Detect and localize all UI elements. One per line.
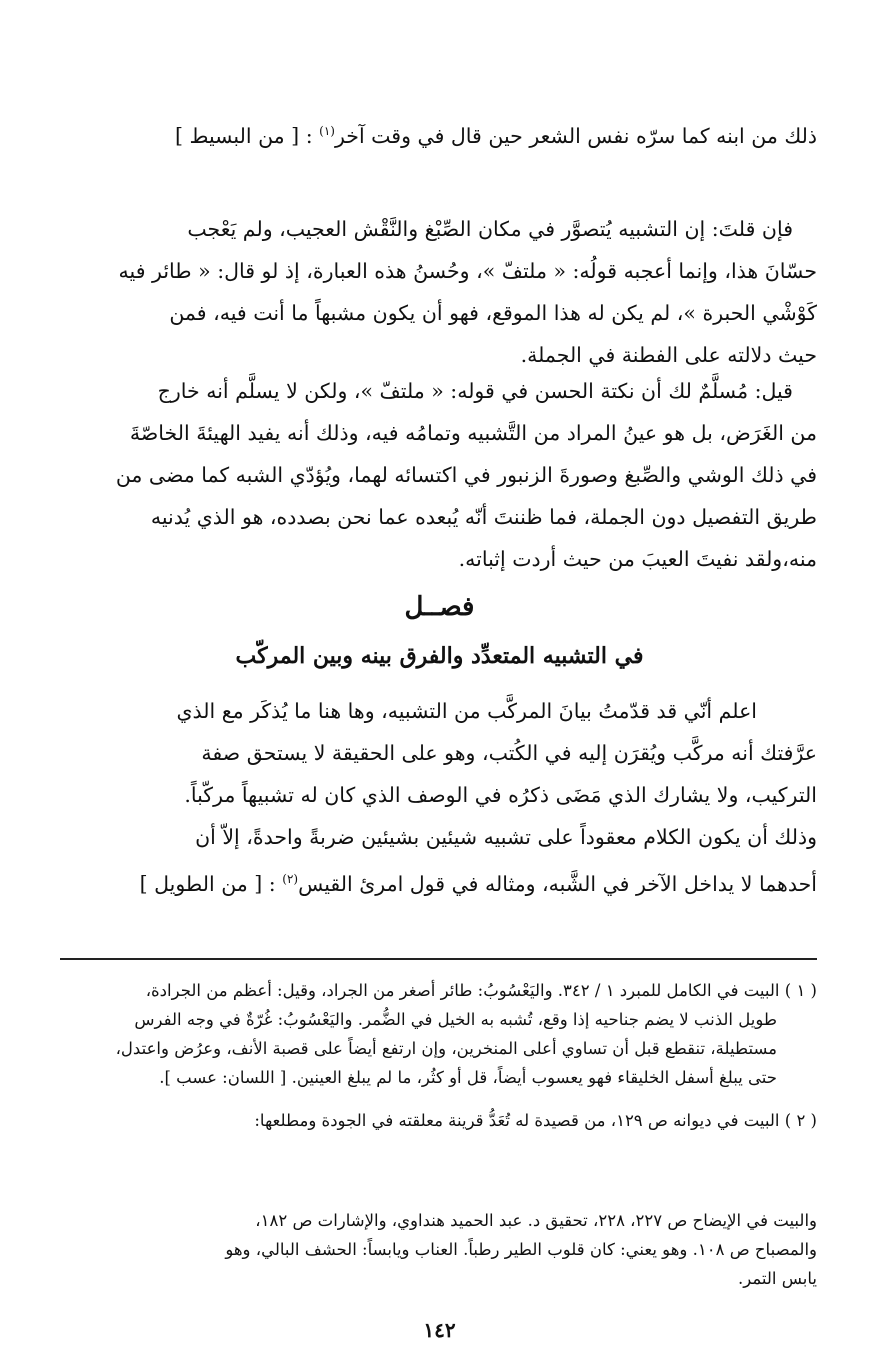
paragraph-2	[61, 370, 817, 580]
footnote-1	[61, 976, 817, 1092]
footnote-2-intro: البيت في ديوانه ص ١٢٩، من قصيدة له تُعَدُّ قرينة معلقته في الجودة ومطلعها:	[254, 1111, 780, 1130]
paragraph-1-line: حيث دلالته على الفطنة في الجملة.	[520, 343, 817, 367]
paragraph-1-line: فإن قلتَ: إن التشبيه يُتصوَّر في مكان الصِّبْغ والنَّقْش العجيب، ولم يَعْجب	[187, 217, 793, 241]
footnote-2-line: والبيت في الإيضاح ص ٢٢٧، ٢٢٨، تحقيق د. عبد الحميد هنداوي، والإشارات ص ١٨٢،	[255, 1211, 817, 1230]
paragraph-3-line: عرَّفتك أنه مركَّب ويُقرَن إليه في الكُتب، وهو على الحقيقة لا يستحق صفة	[201, 741, 817, 765]
paragraph-3-line: وذلك أن يكون الكلام معقوداً على تشبيه شيئين بشيئين ضربةً واحدةً، إلاّ أن	[195, 825, 817, 849]
paragraph-3-line	[61, 858, 817, 905]
paragraph-2-line: من الغَرَض، بل هو عينُ المراد من التَّشبيه وتمامُه فيه، وذلك أنه يفيد الهيئةَ الخاصّةَ	[129, 421, 817, 445]
footnote-1-number: ( ١ )	[784, 981, 817, 1000]
footnote-2-rest	[61, 1206, 817, 1293]
paragraph-3	[61, 690, 817, 905]
footnote-2-line: يابس التمر.	[738, 1269, 817, 1288]
page-number: ١٤٢	[423, 1318, 456, 1342]
paragraph-2-line: منه،ولقد نفيتَ العيبَ من حيث أردت إثباته.	[458, 547, 817, 571]
paragraph-2-line: طريق التفصيل دون الجملة، فما ظننتَ أنّه يُبعده عما نحن بصدده، هو الذي يُدنيه	[150, 505, 817, 529]
intro-text: ذلك من ابنه كما سرّه نفس الشعر حين قال في وقت آخر	[334, 124, 817, 148]
paragraph-1	[61, 208, 817, 376]
paragraph-3-line-text: أحدهما لا يداخل الآخر في الشَّبه، ومثاله في قول امرئ القيس	[298, 871, 817, 896]
section-heading: فصــل	[404, 592, 475, 622]
paragraph-3-line: اعلم أنّي قد قدّمتُ بيانَ المركَّب من التشبيه، وها هنا ما يُذكَر مع الذي	[176, 699, 757, 723]
footnote-1-line: طويل الذنب لا يضم جناحيه إذا وقع، تُشبه به الخيل في الضُّمر. واليَعْسُوبُ: غُرّةٌ في وجه الفرس	[134, 1010, 777, 1029]
paragraph-2-line: قيل: مُسلَّمٌ لك أن نكتة الحسن في قوله: « ملتفّ »، ولكن لا يسلَّم أنه خارج	[157, 379, 793, 403]
footnote-1-line: حتى يبلغ أسفل الخليقاء فهو يعسوب أيضاً، قل أو كثُر، ما لم يبلغ العينين. [ اللسان: عسب ].	[159, 1068, 777, 1087]
paragraph-1-line: حسّانَ هذا، وإنما أعجبه قولُه: « ملتفّ »، وحُسنُ هذه العبارة، إذ لو قال: « طائر فيه	[118, 259, 817, 283]
footnote-1-line: مستطيلة، تنقطع قبل أن تساوي أعلى المنخرين، وإن ارتفع أيضاً على قصبة الأنف، وعرُض واعتدل،	[115, 1039, 777, 1058]
footnote-ref-1: (١)	[319, 124, 335, 139]
footnote-separator	[60, 958, 817, 960]
footnote-2-line: والمصباح ص ١٠٨. وهو يعني: كان قلوب الطير رطباً. العناب ويابساً: الحشف البالي، وهو	[225, 1240, 817, 1259]
paragraph-1-line: كَوْشْي الحبرة »، لم يكن له هذا الموقع، فهو أن يكون مشبهاً ما أنت فيه، فمن	[169, 301, 817, 325]
intro-line	[61, 124, 817, 148]
meter-label: : [ من البسيط ]	[174, 124, 313, 148]
footnote-ref-2: (٢)	[282, 872, 299, 886]
paragraph-2-line: في ذلك الوشي والصِّبغ وصورةَ الزنبور في اكتسائه لهما، ويُؤدّي الشبه كما مضى من	[115, 463, 817, 487]
meter-label: : [ من الطويل ]	[139, 871, 276, 896]
footnote-2	[61, 1106, 817, 1135]
footnote-2-number: ( ٢ )	[784, 1111, 817, 1130]
footnote-1-line: البيت في الكامل للمبرد ١ / ٣٤٢. واليَعْسُوبُ: طائر أصغر من الجراد، وقيل: أعظم من الجرادة،	[145, 981, 780, 1000]
section-subheading: في التشبيه المتعدِّد والفرق بينه وبين المركّب	[235, 643, 644, 669]
paragraph-3-line: التركيب، ولا يشارك الذي مَضَى ذكرُه في الوصف الذي كان له تشبيهاً مركّباً.	[184, 783, 817, 807]
